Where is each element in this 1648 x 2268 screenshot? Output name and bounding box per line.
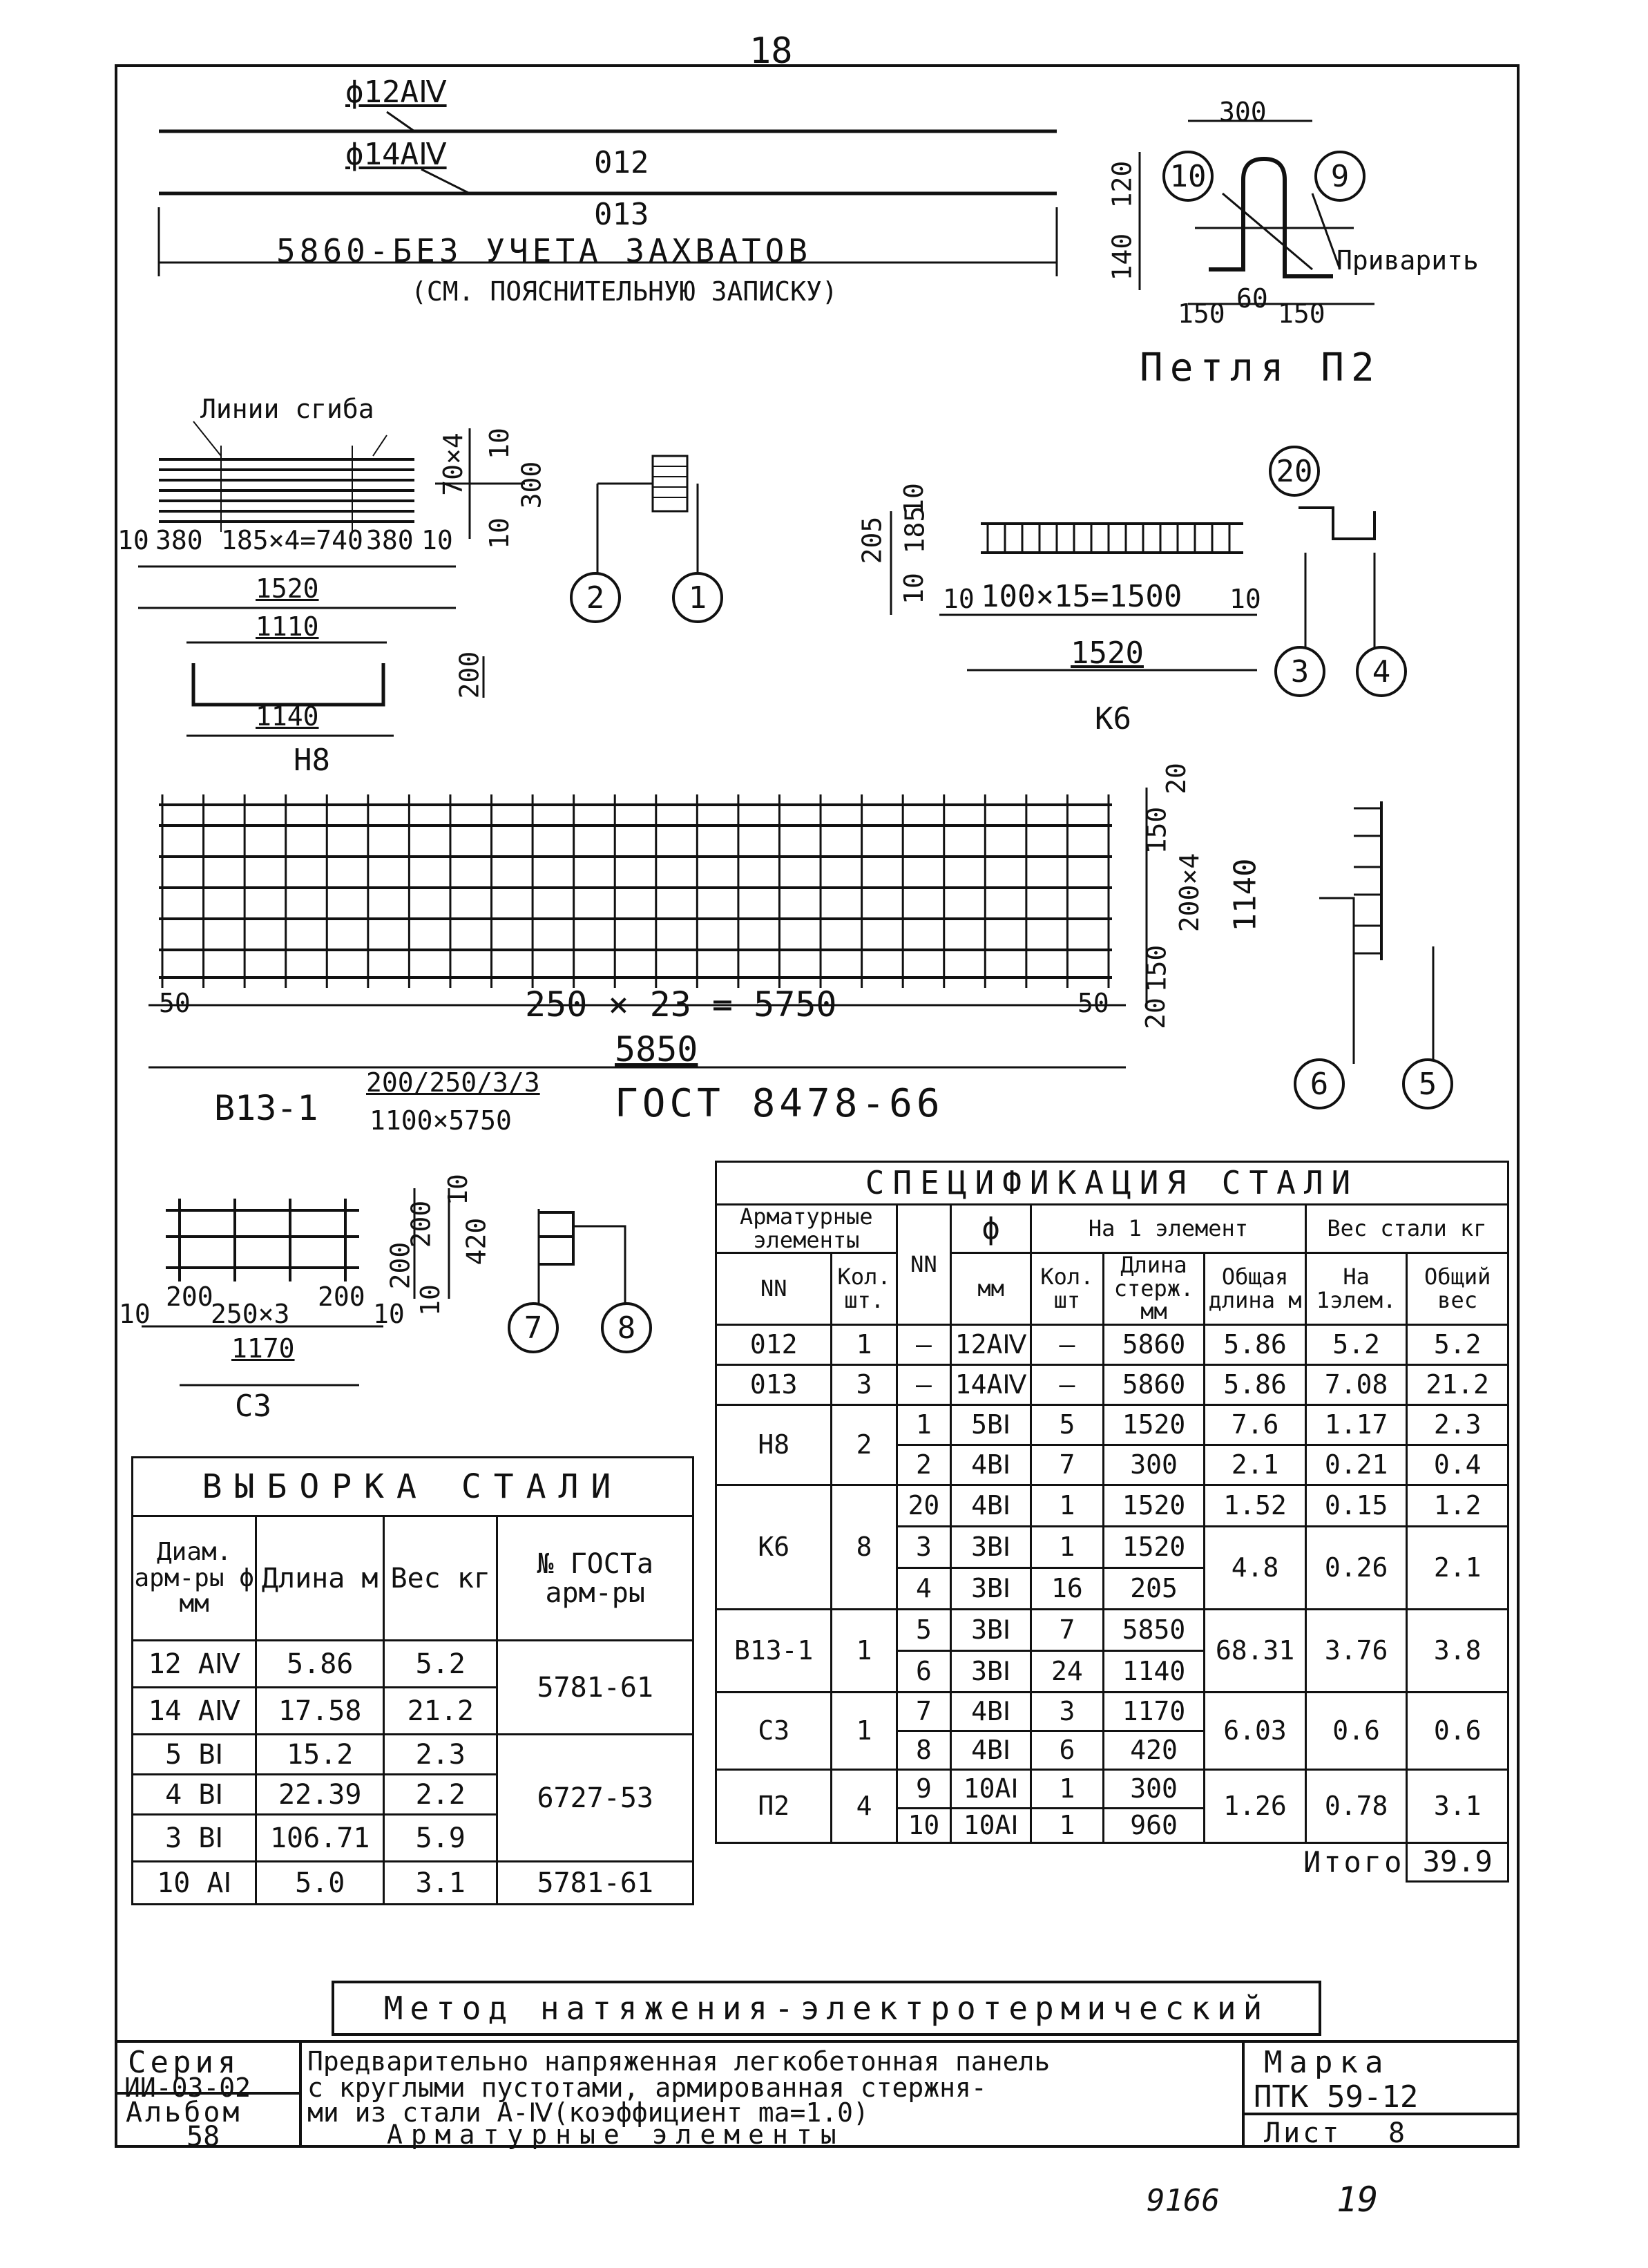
table-cell: 3.1 — [1407, 1769, 1508, 1842]
table-cell: 1 — [897, 1404, 951, 1445]
table-cell: 2.1 — [1205, 1445, 1306, 1485]
stamp-album-value: 58 — [186, 2121, 220, 2153]
selection-header-gost: № ГОСТа арм-ры — [497, 1516, 693, 1641]
k6-dim-left-3: 10 — [898, 483, 929, 515]
table-cell: 0.4 — [1407, 1445, 1508, 1485]
table-cell: 5.2 — [1407, 1324, 1508, 1364]
table-cell: 22.39 — [256, 1775, 384, 1815]
rebar-diameter-label-012: ϕ12AⅣ — [345, 75, 447, 110]
table-cell: 0.6 — [1305, 1692, 1407, 1769]
table-cell: 5860 — [1103, 1364, 1205, 1404]
v13-side-5: 150 — [1141, 944, 1172, 993]
v13-fraction-bottom: 1100×5750 — [370, 1105, 512, 1136]
position-marker-5: 5 — [1402, 1058, 1453, 1109]
spec-header-elem-nn: NN — [716, 1253, 832, 1325]
stamp-series-value: ИИ-03-02 — [124, 2072, 251, 2103]
stamp-album-label: Альбом — [126, 2097, 242, 2128]
table-cell: 420 — [1103, 1731, 1205, 1769]
table-cell: 17.58 — [256, 1688, 384, 1735]
table-cell: 5.2 — [1305, 1324, 1407, 1364]
rebar-mark-012: 012 — [594, 145, 649, 180]
table-cell: 9 — [897, 1769, 951, 1808]
method-text: Метод натяжения-электротермический — [383, 1990, 1269, 2027]
table-cell: К6 — [716, 1485, 832, 1609]
stamp-sheet-label: Лист — [1264, 2117, 1342, 2149]
table-cell: — — [897, 1364, 951, 1404]
table-cell: 12AⅣ — [951, 1324, 1031, 1364]
table-cell: 2.3 — [384, 1735, 497, 1775]
table-cell: 15.2 — [256, 1735, 384, 1775]
table-cell: 4BⅠ — [951, 1692, 1031, 1731]
table-cell: 1 — [832, 1692, 897, 1769]
v13-dim-left: 50 — [159, 988, 191, 1018]
s3-dim-4: 200 — [318, 1281, 365, 1312]
selection-header-length: Длина м — [256, 1516, 384, 1641]
n8-dim-h1: 200 — [454, 651, 485, 699]
n8-dim-side-3: 10 — [483, 428, 515, 459]
table-cell: 1 — [1031, 1808, 1104, 1842]
s3-dim-total: 1170 — [231, 1333, 295, 1364]
stamp-sheet-value: 8 — [1388, 2117, 1406, 2149]
table-cell: 2.3 — [1407, 1404, 1508, 1445]
rebar-see-note: (СМ. ПОЯСНИТЕЛЬНУЮ ЗАПИСКУ) — [411, 276, 838, 307]
stamp-series-label: Серия — [128, 2045, 240, 2080]
selection-header-diameter: Диам. арм-ры ϕ мм — [133, 1516, 256, 1641]
n8-dim-2: 380 — [155, 525, 203, 555]
table-cell: 5860 — [1103, 1324, 1205, 1364]
table-cell: 10 — [897, 1808, 951, 1842]
page-number-top: 18 — [749, 30, 793, 72]
spec-header-per-element-weight: На 1элем. — [1305, 1253, 1407, 1325]
table-cell: 5 — [897, 1609, 951, 1650]
loop-dim-top: 300 — [1219, 97, 1267, 127]
spec-header-qty2: Кол. шт — [1031, 1253, 1104, 1325]
position-marker-2: 2 — [570, 572, 621, 623]
v13-dim-mid: 250 × 23 = 5750 — [525, 984, 837, 1025]
table-cell: 2.1 — [1407, 1526, 1508, 1609]
v13-dim-total: 5850 — [615, 1029, 698, 1069]
spec-total-value: 39.9 — [1407, 1842, 1508, 1881]
k6-dim-left-4: 10 — [898, 573, 929, 604]
table-cell: 1520 — [1103, 1404, 1205, 1445]
table-cell: 1.2 — [1407, 1485, 1508, 1526]
table-cell: 5.2 — [384, 1641, 497, 1688]
table-cell: 1.26 — [1205, 1769, 1306, 1842]
n8-dim-3: 185×4=740 — [221, 525, 363, 555]
table-cell: 10 AⅠ — [133, 1862, 256, 1905]
table-cell: 6727-53 — [497, 1735, 693, 1862]
spec-total-label: Итого — [716, 1842, 1407, 1881]
k6-dim-1: 10 — [943, 584, 975, 614]
table-cell: 68.31 — [1205, 1609, 1306, 1692]
spec-header-elements: Арматурные элементы — [716, 1205, 897, 1253]
loop-dim-b1: 150 — [1178, 298, 1225, 329]
table-cell: 21.2 — [1407, 1364, 1508, 1404]
table-cell: 5.86 — [1205, 1364, 1306, 1404]
table-cell: 4BⅠ — [951, 1445, 1031, 1485]
table-cell: 7 — [897, 1692, 951, 1731]
spec-header-rod-length: Длина стерж. мм — [1103, 1253, 1205, 1325]
position-marker-10: 10 — [1162, 151, 1214, 202]
table-cell: 5 BⅠ — [133, 1735, 256, 1775]
loop-dim-b2: 60 — [1236, 283, 1268, 314]
table-cell: 1520 — [1103, 1485, 1205, 1526]
table-cell: 3 — [1031, 1692, 1104, 1731]
stamp-description-1: Предварительно напряженная легкобетонная панель — [307, 2046, 1051, 2077]
table-cell: 6 — [897, 1650, 951, 1692]
n8-dim-5: 10 — [421, 525, 453, 555]
v13-fraction-top: 200/250/3/3 — [366, 1067, 540, 1098]
table-cell: 2 — [832, 1404, 897, 1485]
loop-dim-left-2: 140 — [1106, 233, 1138, 281]
table-cell: — — [1031, 1324, 1104, 1364]
table-cell: 4BⅠ — [951, 1485, 1031, 1526]
table-cell: 3 BⅠ — [133, 1815, 256, 1862]
table-cell: 1 — [1031, 1526, 1104, 1567]
v13-side-1: 20 — [1160, 763, 1191, 794]
rebar-mark-013: 013 — [594, 197, 649, 232]
table-cell: — — [1031, 1364, 1104, 1404]
table-cell: 0.78 — [1305, 1769, 1407, 1842]
table-cell: 0.26 — [1305, 1526, 1407, 1609]
s3-caption: С3 — [235, 1389, 271, 1424]
stamp-mark-value: ПТК 59-12 — [1254, 2079, 1419, 2115]
rebar-diameter-label-013: ϕ14AⅣ — [345, 137, 447, 172]
s3-dim-5: 10 — [373, 1299, 405, 1329]
n8-caption: Н8 — [294, 743, 330, 778]
table-cell: 5.9 — [384, 1815, 497, 1862]
position-marker-6: 6 — [1294, 1058, 1345, 1109]
table-cell: Н8 — [716, 1404, 832, 1485]
table-cell: П2 — [716, 1769, 832, 1842]
table-cell: 14 AⅣ — [133, 1688, 256, 1735]
k6-dim-3: 10 — [1229, 584, 1261, 614]
rebar-length-note: 5860-БЕЗ УЧЕТА ЗАХВАТОВ — [276, 232, 812, 269]
table-cell: 3BⅠ — [951, 1609, 1031, 1650]
table-cell: 5.0 — [256, 1862, 384, 1905]
s3-dim-2: 200 — [166, 1281, 213, 1312]
spec-title: СПЕЦИФИКАЦИЯ СТАЛИ — [716, 1162, 1508, 1205]
table-cell: 106.71 — [256, 1815, 384, 1862]
table-cell: 205 — [1103, 1567, 1205, 1609]
table-cell: 1 — [832, 1324, 897, 1364]
v13-side-6: 20 — [1140, 998, 1171, 1029]
table-cell: 4.8 — [1205, 1526, 1306, 1609]
table-cell: 5781-61 — [497, 1641, 693, 1735]
table-cell: 16 — [1031, 1567, 1104, 1609]
n8-dim-w2: 1140 — [256, 701, 319, 732]
table-cell: 8 — [897, 1731, 951, 1769]
table-cell: 960 — [1103, 1808, 1205, 1842]
position-marker-7: 7 — [508, 1302, 559, 1353]
table-cell: 20 — [897, 1485, 951, 1526]
table-cell: 0.15 — [1305, 1485, 1407, 1526]
table-cell: 1.52 — [1205, 1485, 1306, 1526]
spec-header-phi: ϕ — [951, 1205, 1031, 1253]
table-cell: 21.2 — [384, 1688, 497, 1735]
table-cell: 3.1 — [384, 1862, 497, 1905]
table-cell: 1 — [1031, 1769, 1104, 1808]
s3-side-3: 420 — [461, 1217, 492, 1266]
table-cell: 4 — [832, 1769, 897, 1842]
n8-dim-total: 1520 — [256, 573, 319, 604]
k6-dim-left-2: 185 — [899, 506, 930, 554]
archive-code: 9166 — [1147, 2183, 1220, 2218]
table-cell: 1140 — [1103, 1650, 1205, 1692]
table-cell: 300 — [1103, 1769, 1205, 1808]
k6-caption: К6 — [1095, 701, 1131, 736]
stamp-mark-label: Марка — [1264, 2045, 1390, 2080]
table-cell: 3 — [832, 1364, 897, 1404]
s3-dim-1: 10 — [119, 1299, 151, 1329]
n8-bend-lines-label: Линии сгиба — [200, 394, 374, 424]
table-cell: 10AⅠ — [951, 1769, 1031, 1808]
position-marker-20: 20 — [1269, 446, 1320, 497]
spec-header-nn: NN — [897, 1205, 951, 1325]
position-marker-9: 9 — [1314, 151, 1366, 202]
table-cell: 3BⅠ — [951, 1650, 1031, 1692]
spec-header-weight: Вес стали кг — [1305, 1205, 1508, 1253]
table-cell: 8 — [832, 1485, 897, 1609]
table-cell: 7.08 — [1305, 1364, 1407, 1404]
spec-header-qty: Кол. шт. — [832, 1253, 897, 1325]
table-cell: 4BⅠ — [951, 1731, 1031, 1769]
table-cell: 1 — [1031, 1485, 1104, 1526]
s3-side-4: 200 — [385, 1241, 416, 1290]
table-cell: 3BⅠ — [951, 1526, 1031, 1567]
position-marker-3: 3 — [1274, 646, 1325, 697]
table-cell: 6 — [1031, 1731, 1104, 1769]
v13-side-4: 1140 — [1227, 858, 1263, 932]
table-cell: 14AⅣ — [951, 1364, 1031, 1404]
v13-caption: В13-1 — [214, 1088, 318, 1128]
s3-side-1: 10 — [442, 1174, 473, 1206]
k6-dim-left-1: 205 — [856, 516, 888, 564]
table-cell: 013 — [716, 1364, 832, 1404]
loop-dim-b3: 150 — [1278, 298, 1325, 329]
spec-header-total-weight: Общий вес — [1407, 1253, 1508, 1325]
table-cell: — — [897, 1324, 951, 1364]
table-cell: 5781-61 — [497, 1862, 693, 1905]
n8-dim-1: 10 — [117, 525, 149, 555]
table-cell: 3.76 — [1305, 1609, 1407, 1692]
position-marker-4: 4 — [1356, 646, 1407, 697]
table-cell: С3 — [716, 1692, 832, 1769]
table-cell: 0.6 — [1407, 1692, 1508, 1769]
stamp-description-3: ми из стали А-Ⅳ(коэффициент ma=1.0) — [307, 2097, 869, 2128]
table-cell: 7 — [1031, 1609, 1104, 1650]
table-cell: 10AⅠ — [951, 1808, 1031, 1842]
v13-side-2: 150 — [1141, 806, 1172, 855]
spec-header-total-length: Общая длина м — [1205, 1253, 1306, 1325]
v13-gost: ГОСТ 8478-66 — [615, 1081, 944, 1126]
stamp-description-4: Арматурные элементы — [387, 2119, 845, 2150]
k6-dim-total: 1520 — [1071, 636, 1144, 671]
loop-caption: Петля П2 — [1140, 345, 1381, 390]
table-cell: 1520 — [1103, 1526, 1205, 1567]
table-cell: 7.6 — [1205, 1404, 1306, 1445]
s3-side-2: 200 — [405, 1200, 437, 1248]
table-cell: 3.8 — [1407, 1609, 1508, 1692]
table-cell: 2 — [897, 1445, 951, 1485]
table-cell: 5 — [1031, 1404, 1104, 1445]
n8-dim-side-1: 70×4 — [437, 432, 468, 496]
table-cell: 3BⅠ — [951, 1567, 1031, 1609]
table-cell: 4 — [897, 1567, 951, 1609]
table-cell: 5850 — [1103, 1609, 1205, 1650]
n8-dim-4: 380 — [366, 525, 414, 555]
table-cell: 24 — [1031, 1650, 1104, 1692]
table-cell: 5BⅠ — [951, 1404, 1031, 1445]
position-marker-1: 1 — [672, 572, 723, 623]
table-cell: 7 — [1031, 1445, 1104, 1485]
table-cell: 1.17 — [1305, 1404, 1407, 1445]
table-cell: 0.21 — [1305, 1445, 1407, 1485]
n8-dim-side-2: 300 — [516, 461, 547, 509]
s3-side-5: 10 — [414, 1284, 445, 1316]
table-cell: 12 AⅣ — [133, 1641, 256, 1688]
table-cell: 5.86 — [256, 1641, 384, 1688]
weld-note: Приварить — [1336, 245, 1479, 276]
n8-dim-w1: 1110 — [256, 611, 319, 642]
table-cell: 300 — [1103, 1445, 1205, 1485]
v13-dim-right: 50 — [1077, 988, 1109, 1018]
table-cell: 1 — [832, 1609, 897, 1692]
loop-dim-left-1: 120 — [1106, 160, 1138, 209]
spec-header-mm: мм — [951, 1253, 1031, 1325]
spec-header-per-element: На 1 элемент — [1031, 1205, 1306, 1253]
position-marker-8: 8 — [601, 1302, 652, 1353]
page-number-bottom: 19 — [1336, 2180, 1379, 2220]
k6-dim-2: 100×15=1500 — [981, 579, 1182, 614]
v13-side-3: 200×4 — [1174, 852, 1205, 933]
table-cell: 5.86 — [1205, 1324, 1306, 1364]
table-cell: 4 BⅠ — [133, 1775, 256, 1815]
selection-header-weight: Вес кг — [384, 1516, 497, 1641]
table-cell: 3 — [897, 1526, 951, 1567]
table-cell: 6.03 — [1205, 1692, 1306, 1769]
table-cell: 2.2 — [384, 1775, 497, 1815]
s3-dim-3: 250×3 — [211, 1299, 290, 1329]
table-cell: В13-1 — [716, 1609, 832, 1692]
selection-title: ВЫБОРКА СТАЛИ — [133, 1458, 693, 1516]
table-cell: 012 — [716, 1324, 832, 1364]
table-cell: 1170 — [1103, 1692, 1205, 1731]
stamp-description-2: с круглыми пустотами, армированная стержня- — [307, 2072, 987, 2103]
n8-dim-side-4: 10 — [483, 517, 515, 549]
